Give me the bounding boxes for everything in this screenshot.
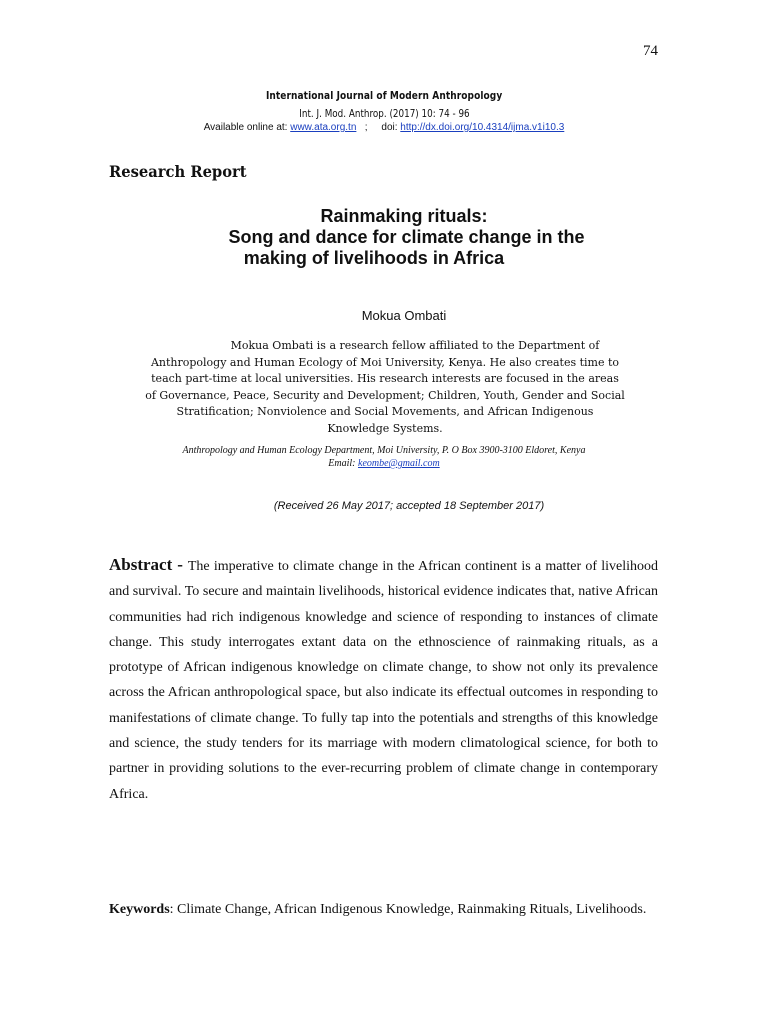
author-name: Mokua Ombati: [361, 308, 447, 323]
author-bio: [145, 338, 625, 437]
doi-link[interactable]: http://dx.doi.org/10.4314/ijma.v1i10.3: [400, 122, 565, 133]
affiliation: [0, 444, 768, 470]
journal-header: [0, 86, 768, 133]
email-label: Email:: [328, 458, 359, 469]
section-label: Research Report: [109, 162, 247, 181]
abstract: [109, 552, 658, 807]
site-link[interactable]: www.ata.org.tn: [290, 122, 357, 133]
keywords-heading: Keywords: [109, 902, 170, 917]
available-prefix: Available online at:: [203, 122, 291, 133]
email-link[interactable]: keombe@gmail.com: [358, 458, 440, 469]
title-line-1: Rainmaking rituals:: [320, 206, 488, 226]
affiliation-address: Anthropology and Human Ecology Department, Moi University, P. O Box 3900-3100 Eldoret, Kenya: [182, 445, 586, 456]
title-line-2: Song and dance for climate change in the: [228, 227, 585, 247]
received-dates: (Received 26 May 2017; accepted 18 September 2017): [273, 500, 545, 512]
journal-availability: [0, 122, 768, 133]
abstract-heading: Abstract -: [109, 555, 188, 574]
title-line-3: making of livelihoods in Africa: [243, 248, 505, 268]
abstract-text: The imperative to climate change in the African continent is a matter of livelihood and survival. To secure and maintain livelihoods, historical evidence indicates that, native African communities had rich indigenous knowledge and science of responding to instances of climate change. This study interrogates extant data on the ethnoscience of rainmaking rituals, as a prototype of African indigenous knowledge on climate change, to show not only its prevalence across the African anthropological space, but also indicate its effectual outcomes in responding to manifestations of climate change. To fully tap into the potentials and strengths of this knowledge and science, the study tenders for its marriage with modern climatological science, for both to partner in providing solutions to the ever-recurring problem of climate change in contemporary Africa.: [109, 559, 658, 802]
journal-name: International Journal of Modern Anthropology: [265, 89, 503, 102]
keywords: [109, 901, 658, 919]
page-number: 74: [643, 43, 658, 59]
bio-line-1: Mokua Ombati is a research fellow affiliated to the Department of: [230, 339, 600, 352]
journal-citation: Int. J. Mod. Anthrop. (2017) 10: 74 - 96: [298, 107, 470, 120]
bio-rest: Anthropology and Human Ecology of Moi University, Kenya. He also creates time to teach part-time at local universities. His research interests are focused in the areas of Governance, Peace, Security and Development; Children, Youth, Gender and Social Stratification; Nonviolence and Social Movements, and African Indigenous Knowledge Systems.: [145, 355, 625, 435]
paper-title: [0, 206, 768, 269]
doi-separator: ; doi:: [356, 122, 401, 133]
keywords-text: : Climate Change, African Indigenous Knowledge, Rainmaking Rituals, Livelihoods.: [169, 902, 647, 917]
